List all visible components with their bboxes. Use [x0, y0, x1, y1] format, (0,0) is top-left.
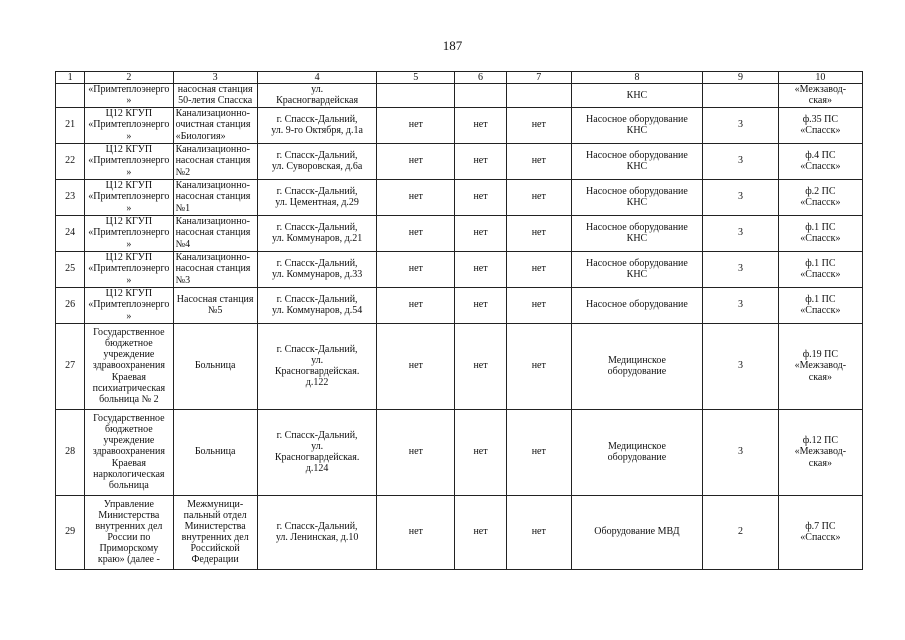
header-cell: 2	[85, 72, 173, 84]
equipment-cell: Насосное оборудование КНС	[571, 107, 703, 143]
row-number: 22	[56, 143, 85, 179]
category-cell: 3	[703, 143, 779, 179]
organization-cell: Ц12 КГУП «Примтеплоэнерго »	[85, 107, 173, 143]
col6-cell: нет	[455, 287, 507, 323]
equipment-cell: Оборудование МВД	[571, 495, 703, 569]
col5-cell: нет	[377, 495, 455, 569]
row-number: 25	[56, 251, 85, 287]
col5-cell: нет	[377, 107, 455, 143]
col5-cell	[377, 84, 455, 107]
object-cell: Канализационно- насосная станция №1	[173, 179, 257, 215]
organization-cell: Ц12 КГУП «Примтеплоэнерго »	[85, 179, 173, 215]
address-cell: г. Спасск-Дальний, ул. Коммунаров, д.33	[257, 251, 377, 287]
feeder-cell: ф.7 ПС «Спасск»	[778, 495, 862, 569]
object-cell: Больница	[173, 409, 257, 495]
table-row	[56, 495, 863, 569]
feeder-cell: ф.1 ПС «Спасск»	[778, 215, 862, 251]
table-row	[56, 84, 863, 107]
header-cell: 9	[703, 72, 779, 84]
object-cell: насосная станция 50-летия Спасска	[173, 84, 257, 107]
equipment-cell: Насосное оборудование КНС	[571, 143, 703, 179]
object-cell: Межмуници- пальный отдел Министерства внутренних дел Российской Федерации	[173, 495, 257, 569]
organization-cell: Управление Министерства внутренних дел России по Приморскому краю» (далее -	[85, 495, 173, 569]
category-cell: 2	[703, 495, 779, 569]
category-cell: 3	[703, 287, 779, 323]
organization-cell: Ц12 КГУП «Примтеплоэнерго »	[85, 287, 173, 323]
row-number: 29	[56, 495, 85, 569]
row-number: 26	[56, 287, 85, 323]
col6-cell: нет	[455, 323, 507, 409]
organization-cell: Государственное бюджетное учреждение здравоохранения Краевая психиатрическая больница № 2	[85, 323, 173, 409]
feeder-cell: ф.1 ПС «Спасск»	[778, 287, 862, 323]
object-cell: Канализационно- насосная станция №2	[173, 143, 257, 179]
feeder-cell: «Межзавод- ская»	[778, 84, 862, 107]
table-row	[56, 179, 863, 215]
row-number: 27	[56, 323, 85, 409]
col5-cell: нет	[377, 215, 455, 251]
header-cell: 8	[571, 72, 703, 84]
feeder-cell: ф.12 ПС «Межзавод- ская»	[778, 409, 862, 495]
col7-cell: нет	[506, 215, 571, 251]
category-cell: 3	[703, 323, 779, 409]
page-number: 187	[442, 38, 463, 53]
col6-cell: нет	[455, 495, 507, 569]
equipment-cell: Медицинское оборудование	[571, 323, 703, 409]
feeder-cell: ф.19 ПС «Межзавод- ская»	[778, 323, 862, 409]
organization-cell: «Примтеплоэнерго »	[85, 84, 173, 107]
equipment-cell: Насосное оборудование КНС	[571, 215, 703, 251]
header-cell: 4	[257, 72, 377, 84]
equipment-cell: КНС	[571, 84, 703, 107]
organization-cell: Ц12 КГУП «Примтеплоэнерго »	[85, 143, 173, 179]
category-cell: 3	[703, 179, 779, 215]
table-row	[56, 287, 863, 323]
object-cell: Больница	[173, 323, 257, 409]
address-cell: г. Спасск-Дальний, ул. Красногвардейская. д.124	[257, 409, 377, 495]
col5-cell: нет	[377, 323, 455, 409]
object-cell: Канализационно- насосная станция №3	[173, 251, 257, 287]
col6-cell: нет	[455, 143, 507, 179]
header-cell: 5	[377, 72, 455, 84]
feeder-cell: ф.2 ПС «Спасск»	[778, 179, 862, 215]
col6-cell: нет	[455, 107, 507, 143]
address-cell: г. Спасск-Дальний, ул. Коммунаров, д.54	[257, 287, 377, 323]
address-cell: г. Спасск-Дальний, ул. 9-го Октября, д.1а	[257, 107, 377, 143]
row-number: 28	[56, 409, 85, 495]
col5-cell: нет	[377, 251, 455, 287]
category-cell: 3	[703, 409, 779, 495]
col7-cell: нет	[506, 179, 571, 215]
col6-cell	[455, 84, 507, 107]
table-row	[56, 323, 863, 409]
category-cell	[703, 84, 779, 107]
address-cell: г. Спасск-Дальний, ул. Суворовская, д.6а	[257, 143, 377, 179]
equipment-cell: Насосное оборудование КНС	[571, 251, 703, 287]
organization-cell: Ц12 КГУП «Примтеплоэнерго »	[85, 251, 173, 287]
address-cell: г. Спасск-Дальний, ул. Цементная, д.29	[257, 179, 377, 215]
feeder-cell: ф.1 ПС «Спасск»	[778, 251, 862, 287]
equipment-cell: Насосное оборудование	[571, 287, 703, 323]
header-cell: 10	[778, 72, 862, 84]
object-cell: Насосная станция №5	[173, 287, 257, 323]
header-cell: 6	[455, 72, 507, 84]
col5-cell: нет	[377, 143, 455, 179]
row-number: 23	[56, 179, 85, 215]
col7-cell: нет	[506, 251, 571, 287]
col7-cell	[506, 84, 571, 107]
equipment-cell: Медицинское оборудование	[571, 409, 703, 495]
object-cell: Канализационно- очистная станция «Биология»	[173, 107, 257, 143]
category-cell: 3	[703, 107, 779, 143]
category-cell: 3	[703, 251, 779, 287]
table-row	[56, 215, 863, 251]
col6-cell: нет	[455, 251, 507, 287]
col7-cell: нет	[506, 143, 571, 179]
category-cell: 3	[703, 215, 779, 251]
feeder-cell: ф.35 ПС «Спасск»	[778, 107, 862, 143]
object-cell: Канализационно- насосная станция №4	[173, 215, 257, 251]
header-cell: 7	[506, 72, 571, 84]
data-table	[55, 71, 863, 570]
row-number: 24	[56, 215, 85, 251]
table-row	[56, 409, 863, 495]
table-row	[56, 251, 863, 287]
organization-cell: Государственное бюджетное учреждение здравоохранения Краевая наркологическая больница	[85, 409, 173, 495]
col6-cell: нет	[455, 215, 507, 251]
col6-cell: нет	[455, 179, 507, 215]
address-cell: г. Спасск-Дальний, ул. Коммунаров, д.21	[257, 215, 377, 251]
col5-cell: нет	[377, 179, 455, 215]
col5-cell: нет	[377, 409, 455, 495]
col7-cell: нет	[506, 495, 571, 569]
row-number: 21	[56, 107, 85, 143]
col6-cell: нет	[455, 409, 507, 495]
col7-cell: нет	[506, 409, 571, 495]
equipment-cell: Насосное оборудование КНС	[571, 179, 703, 215]
col7-cell: нет	[506, 287, 571, 323]
table-row	[56, 143, 863, 179]
header-cell: 1	[56, 72, 85, 84]
col5-cell: нет	[377, 287, 455, 323]
address-cell: г. Спасск-Дальний, ул. Ленинская, д.10	[257, 495, 377, 569]
address-cell: г. Спасск-Дальний, ул. Красногвардейская. д.122	[257, 323, 377, 409]
header-cell: 3	[173, 72, 257, 84]
feeder-cell: ф.4 ПС «Спасск»	[778, 143, 862, 179]
row-number	[56, 84, 85, 107]
col7-cell: нет	[506, 323, 571, 409]
address-cell: ул. Красногвардейская	[257, 84, 377, 107]
header-row	[56, 72, 863, 84]
col7-cell: нет	[506, 107, 571, 143]
organization-cell: Ц12 КГУП «Примтеплоэнерго »	[85, 215, 173, 251]
table-row	[56, 107, 863, 143]
